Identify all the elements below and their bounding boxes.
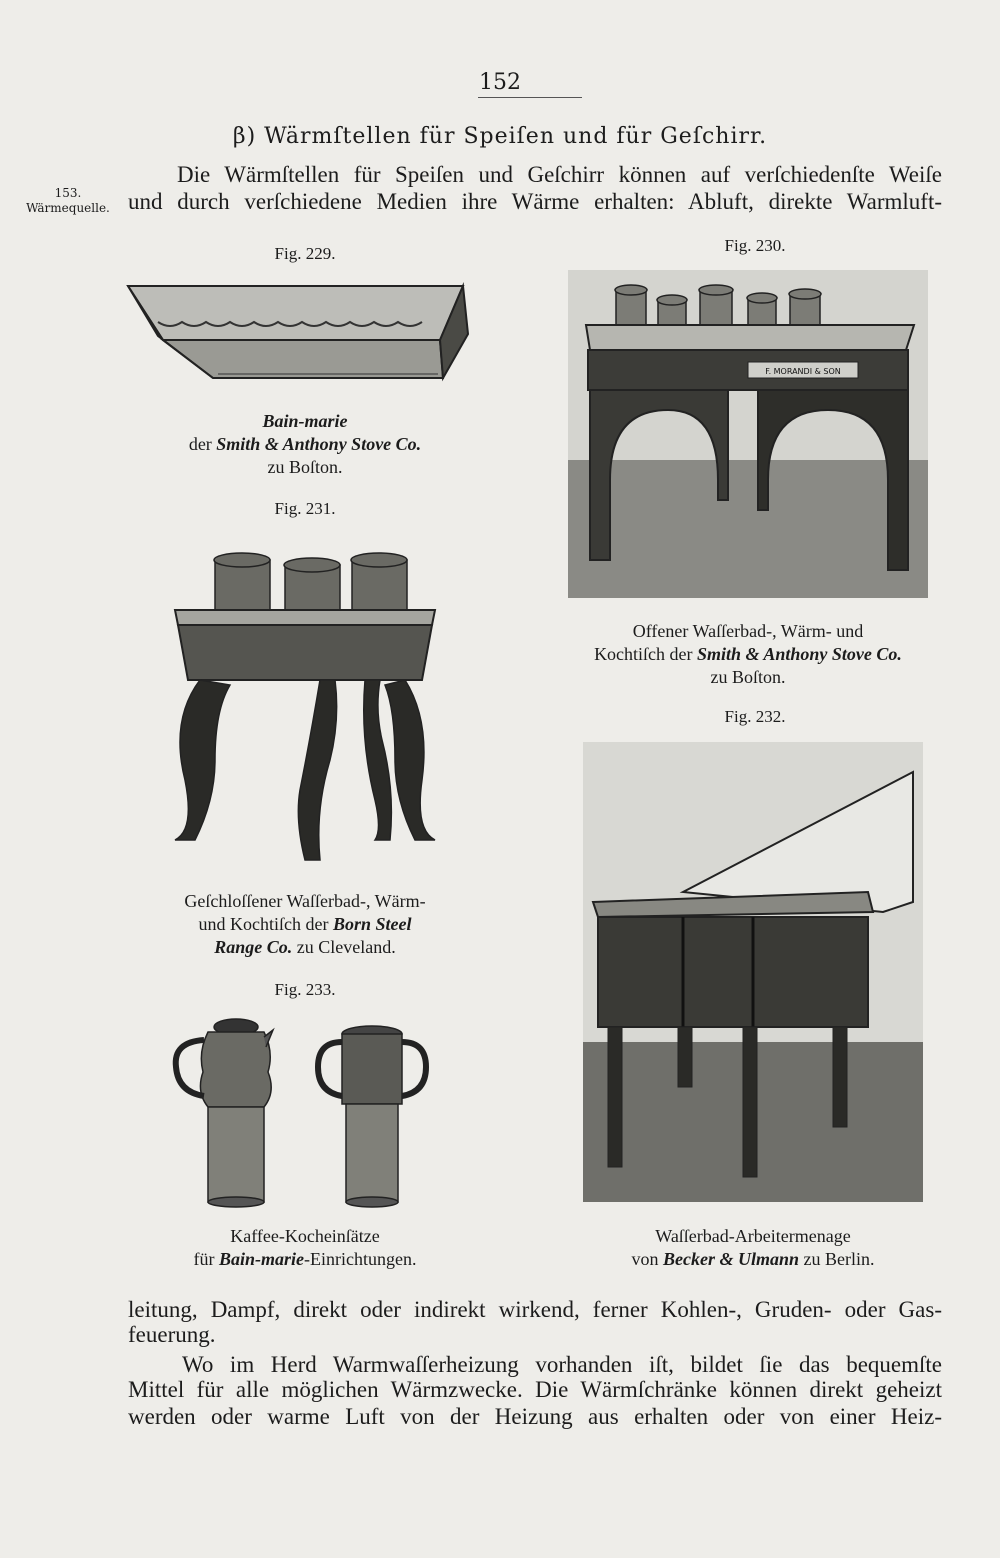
continuation-line-2: feuerung. (128, 1322, 216, 1347)
fig232-caption-line-2 (583, 1248, 923, 1271)
fig231-caption-line-2-part-1: und Kochtiſch der (198, 914, 333, 934)
fig230-caption-line-1-part-1: Offener Waſſerbad-, Wärm- und (632, 621, 864, 641)
fig233-label: Fig. 233. (274, 980, 336, 999)
section-heading: β) Wärmſtellen für Speiſen und für Geſchirr. (232, 124, 768, 149)
fig232-caption-line-1-part-1: Waſſerbad-Arbeitermenage (655, 1226, 851, 1246)
fig230-caption-line-2 (553, 643, 943, 666)
fig229-caption-line-2 (150, 433, 460, 456)
fig229-caption-line-1 (150, 410, 460, 433)
fig230-caption (553, 620, 943, 689)
fig229-bain-marie-tray (118, 278, 478, 398)
fig230-caption-line-2-part-2: Smith & Anthony Stove Co. (697, 644, 902, 664)
fig231-caption-line-2-part-2: Born Steel (332, 914, 412, 934)
fig232-caption-line-2-part-2: Becker & Ulmann (663, 1249, 800, 1269)
fig230-caption-line-3-part-1: zu Boſton. (710, 667, 786, 687)
fig230-caption-line-1 (553, 620, 943, 643)
final-line-1: Wo im Herd Warmwaſſerheizung vorhanden iſt, bildet ſie das bequemſte (182, 1352, 942, 1377)
fig229-caption-line-3 (150, 456, 460, 479)
fig232-caption-line-2-part-3: zu Berlin. (799, 1249, 875, 1269)
fig230-label: Fig. 230. (724, 236, 786, 255)
fig230-open-water-bath-table (568, 270, 928, 598)
fig233-caption (150, 1225, 460, 1271)
fig231-caption-line-1 (150, 890, 460, 913)
continuation-line-1: leitung, Dampf, direkt oder indirekt wirkend, ferner Kohlen-, Gruden- oder Gas- (128, 1297, 942, 1322)
fig233-caption-line-2 (150, 1248, 460, 1271)
fig231-caption-line-1-part-1: Geſchloſſener Waſſerbad-, Wärm- (184, 891, 426, 911)
fig232-label: Fig. 232. (724, 707, 786, 726)
fig229-caption (150, 410, 460, 479)
page-number-rule (478, 97, 582, 98)
fig232-caption-line-1 (583, 1225, 923, 1248)
fig229-label: Fig. 229. (274, 244, 336, 263)
intro-line-1: Die Wärmſtellen für Speiſen und Geſchirr können auf verſchiedenſte Weiſe (177, 162, 942, 187)
fig230-caption-line-3 (553, 666, 943, 689)
fig233-caption-line-1 (150, 1225, 460, 1248)
intro-line-2: und durch verſchiedene Medien ihre Wärme erhalten: Abluft, direkte Warmluft- (128, 189, 942, 214)
fig229-caption-line-2-part-2: Smith & Anthony Stove Co. (216, 434, 422, 454)
fig231-caption-line-2 (150, 913, 460, 936)
fig230-caption-line-2-part-1: Kochtiſch der (594, 644, 698, 664)
fig231-caption (150, 890, 460, 959)
fig230-plate-text: F. MORANDI & SON (765, 367, 841, 376)
fig232-caption (583, 1225, 923, 1271)
fig229-caption-line-1-part-1: Bain-marie (262, 411, 348, 431)
fig229-caption-line-2-part-1: der (188, 434, 217, 454)
final-line-2: Mittel für alle möglichen Wärmzwecke. Die Wärmſchränke können direkt geheizt (128, 1377, 942, 1402)
final-line-3: werden oder warme Luft von der Heizung aus erhalten oder von einer Heiz- (128, 1404, 942, 1429)
fig229-caption-line-3-part-1: zu Boſton. (267, 457, 343, 477)
fig233-caption-line-2-part-2: Bain-marie (219, 1249, 305, 1269)
margin-note-label: Wärmequelle. (26, 201, 110, 215)
fig232-workers-meal-box (583, 742, 923, 1202)
fig233-caption-line-2-part-1: für (193, 1249, 219, 1269)
margin-note-number: 153. (54, 186, 82, 200)
fig232-caption-line-2-part-1: von (631, 1249, 663, 1269)
fig231-caption-line-3-part-1: Range Co. (214, 937, 293, 957)
fig231-closed-water-bath-table (160, 540, 450, 880)
fig233-caption-line-1-part-1: Kaffee-Kocheinſätze (230, 1226, 380, 1246)
page-number: 152 (479, 70, 521, 95)
fig231-label: Fig. 231. (274, 499, 336, 518)
fig233-coffee-inserts (168, 1012, 438, 1212)
fig231-caption-line-3 (150, 936, 460, 959)
fig231-caption-line-3-part-2: zu Cleveland. (292, 937, 396, 957)
fig233-caption-line-2-part-3: -Einrichtungen. (304, 1249, 417, 1269)
